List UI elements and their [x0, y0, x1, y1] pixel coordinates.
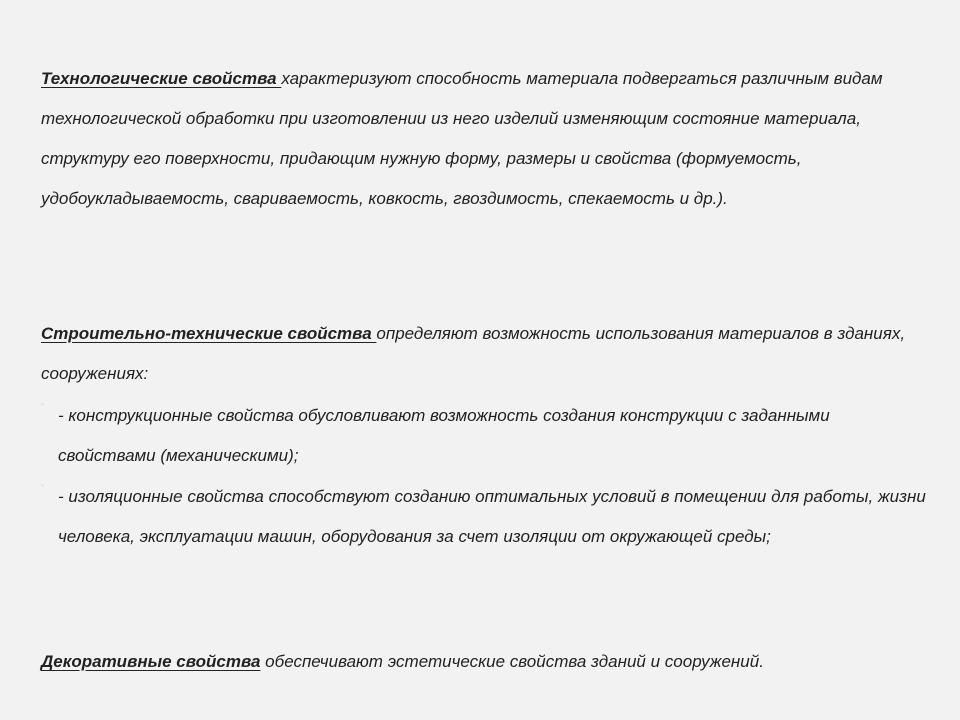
bullet-text-insulation: - изоляционные свойства способствуют созданию оптимальных условий в помещении для работы, жизни человека, эксплуатации машин, оборудования за счет изоляции от окружающей среды;: [58, 487, 926, 546]
decorative-properties-term: Декоративные свойства: [41, 652, 261, 671]
bullet-text-structural: - конструкционные свойства обусловливают возможность создания конструкции с заданными свойствами (механическими);: [58, 406, 830, 465]
construction-properties-term: Строительно-технические свойства: [41, 324, 377, 343]
technological-properties-paragraph: [41, 59, 931, 219]
bullet-item: [41, 396, 928, 476]
bullet-item: [41, 477, 928, 557]
construction-properties-text: определяют возможность использования материалов в зданиях, сооружениях:: [41, 324, 906, 383]
decorative-properties-paragraph: [41, 642, 931, 682]
bullet-marker-icon: ▫: [41, 400, 44, 409]
technological-properties-term: Технологические свойства: [41, 69, 282, 88]
construction-properties-paragraph: [41, 314, 931, 394]
decorative-properties-text: обеспечивают эстетические свойства зданий и сооружений.: [260, 652, 764, 671]
technological-properties-text: характеризуют способность материала подвергаться различным видам технологической обработки при изготовлении из него изделий изменяющим состояние материала, структуру его поверхности, придающим нужную форму, размеры и свойства (формуемость, удобоукладываемость, свариваемость, ковкость, гвоздимость, спекаемость и др.).: [41, 69, 883, 208]
bullet-marker-icon: ▫: [41, 481, 44, 490]
